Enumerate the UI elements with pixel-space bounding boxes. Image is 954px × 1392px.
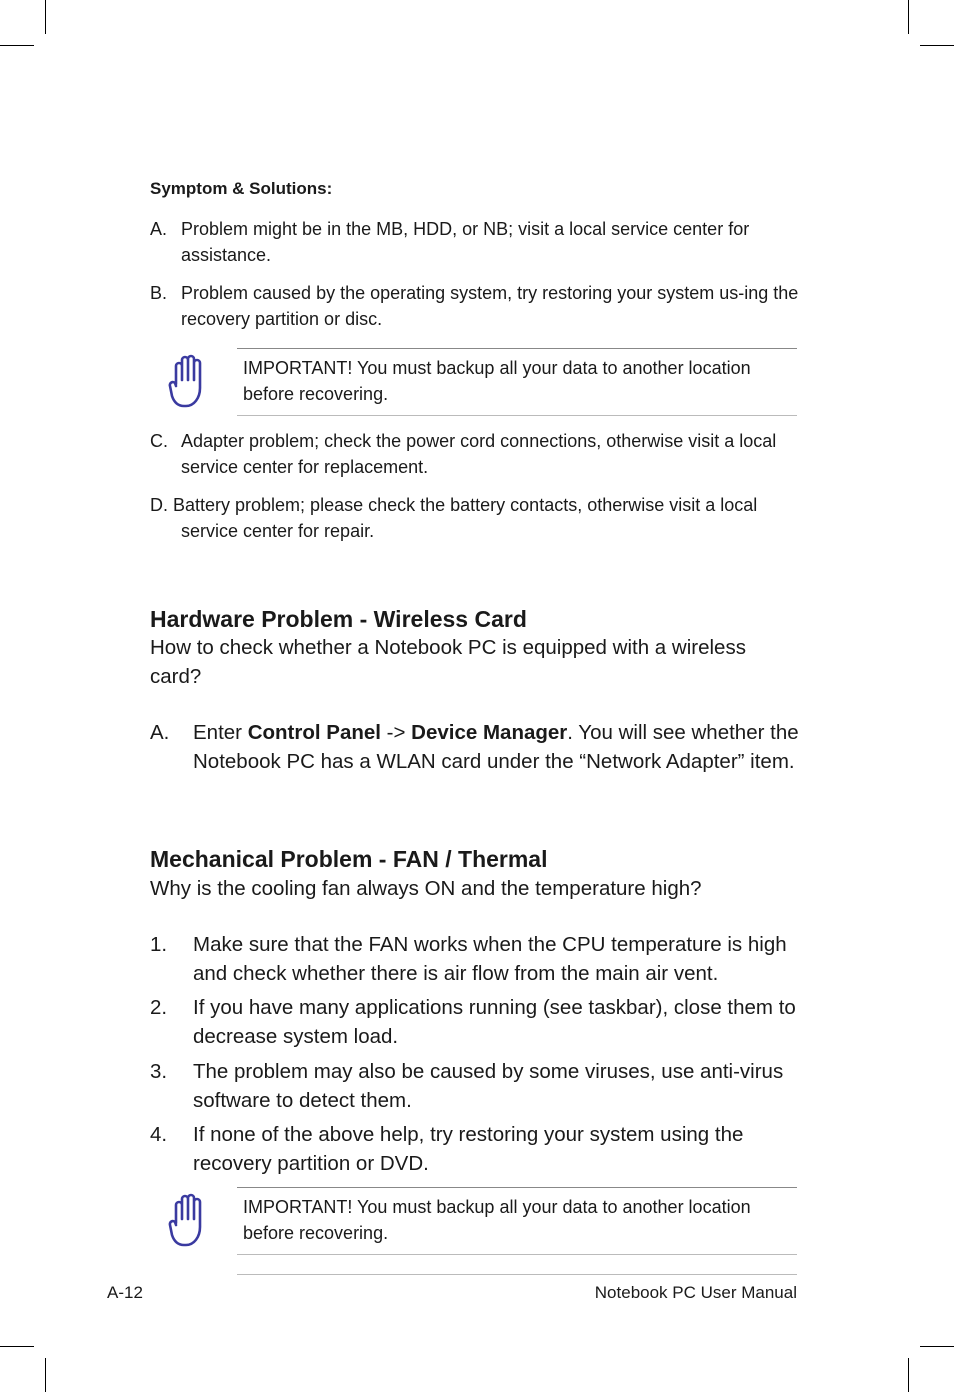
list-text: If none of the above help, try restoring your system using the recovery partition or DVD.	[193, 1123, 744, 1175]
control-panel-term: Control Panel	[247, 721, 381, 744]
important-note	[160, 1187, 797, 1255]
note-rule	[237, 415, 797, 416]
list-label: A.	[150, 219, 168, 239]
page-number: A-12	[107, 1283, 143, 1302]
device-manager-term: Device Manager	[411, 721, 568, 744]
list-label: B.	[150, 283, 168, 303]
text-run: Enter	[193, 721, 248, 744]
list-label: A.	[150, 721, 170, 744]
list-item	[150, 1120, 800, 1178]
note-rule	[237, 348, 797, 349]
crop-mark	[0, 1346, 34, 1347]
list-text: The problem may also be caused by some viruses, use anti-virus software to detect them.	[193, 1060, 784, 1112]
crop-mark	[908, 1358, 909, 1392]
important-note	[160, 348, 797, 416]
section-title: Mechanical Problem - FAN / Thermal	[150, 846, 548, 872]
manual-title: Notebook PC User Manual	[594, 1283, 797, 1302]
section-description: How to check whether a Notebook PC is equipped with a wireless card?	[150, 636, 746, 688]
section-description: Why is the cooling fan always ON and the temperature high?	[150, 877, 702, 900]
list-text: If you have many applications running (see taskbar), close them to decrease system load.	[193, 996, 796, 1048]
crop-mark	[0, 45, 34, 46]
list-text: Adapter problem; check the power cord connections, otherwise visit a local service center for replacement.	[181, 431, 777, 477]
list-text: Problem caused by the operating system, try restoring your system us-ing the recovery partition or disc.	[181, 283, 799, 329]
list-text: Problem might be in the MB, HDD, or NB; visit a local service center for assistance.	[181, 219, 750, 265]
list-label: C.	[150, 431, 168, 451]
crop-mark	[45, 1358, 46, 1392]
list-label: 1.	[150, 933, 168, 956]
list-item	[150, 930, 800, 988]
crop-mark	[920, 1346, 954, 1347]
list-item	[150, 280, 800, 332]
list-item	[150, 492, 800, 544]
footer-rule	[237, 1274, 797, 1275]
list-item	[150, 428, 800, 480]
list-label: 4.	[150, 1123, 168, 1146]
list-item	[150, 993, 800, 1051]
text-run: . You will see whether the Notebook PC has a WLAN card under the “Network Adapter” item.	[193, 721, 799, 773]
symptom-title: Symptom & Solutions:	[150, 179, 333, 198]
list-label: 2.	[150, 996, 168, 1019]
note-rule	[237, 1254, 797, 1255]
text-run: ->	[380, 721, 412, 744]
hand-stop-icon	[166, 1193, 210, 1249]
note-rule	[237, 1187, 797, 1188]
list-item	[150, 718, 800, 776]
hand-stop-icon	[166, 354, 210, 410]
list-item	[150, 216, 800, 268]
list-text: D. Battery problem; please check the battery contacts, otherwise visit a local service center for repair.	[150, 495, 758, 541]
list-item	[150, 1057, 800, 1115]
crop-mark	[920, 45, 954, 46]
crop-mark	[45, 0, 46, 34]
section-title: Hardware Problem - Wireless Card	[150, 606, 527, 632]
list-label: 3.	[150, 1060, 168, 1083]
note-text: IMPORTANT! You must backup all your data to another location before recovering.	[243, 1197, 751, 1243]
list-text	[150, 718, 800, 776]
crop-mark	[908, 0, 909, 34]
note-text: IMPORTANT! You must backup all your data to another location before recovering.	[243, 358, 751, 404]
list-text: Make sure that the FAN works when the CPU temperature is high and check whether there is air flow from the main air vent.	[193, 933, 787, 985]
